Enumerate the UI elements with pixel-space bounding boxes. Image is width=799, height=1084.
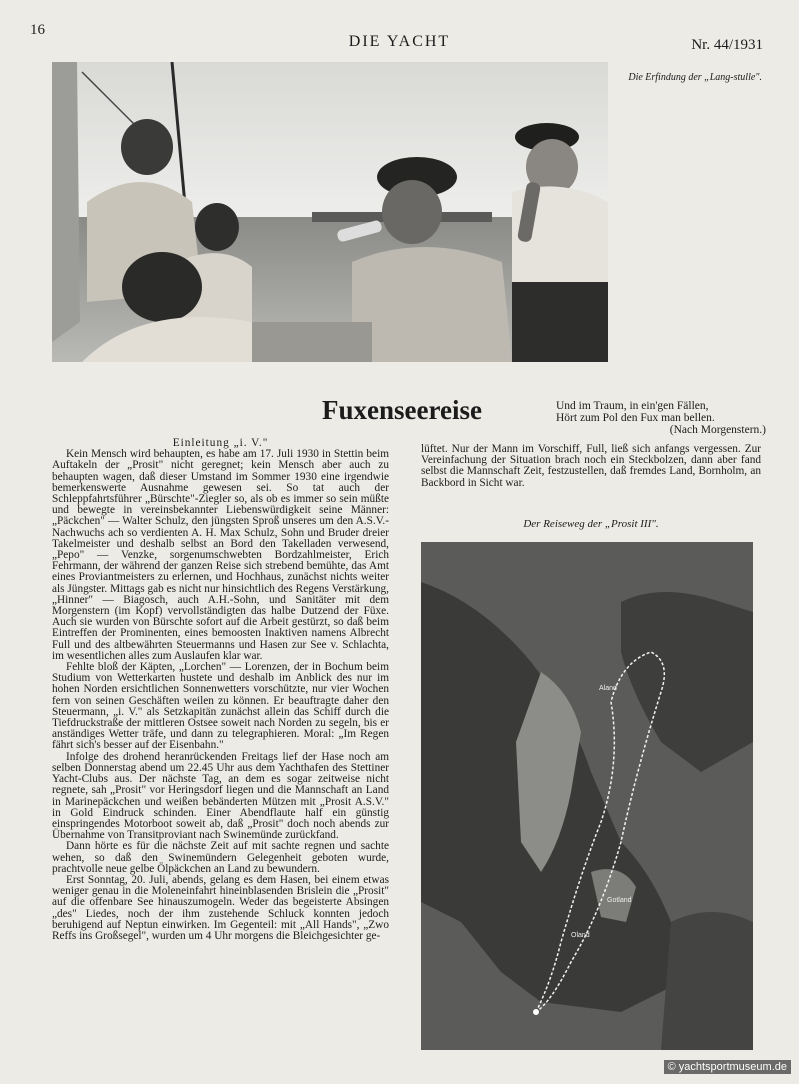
article-motto [556,400,766,436]
paragraph: Dann hörte es für die nächste Zeit auf mit sachte regnen und sachte wehen, so daß den Swinemündern Gelegenheit geboten wurde, prachtvolle neue gelbe Ölpäckchen an Land zu bewundern. [52,840,389,875]
motto-line: Und im Traum, in ein'gen Fällen, [556,400,709,412]
route-start-marker [533,1009,539,1015]
magazine-title: DIE YACHT [348,33,451,50]
motto-line: Hört zum Pol den Fux man bellen. [556,412,715,424]
paragraph: Fehlte bloß der Käpten, „Lorchen" — Lorenzen, der in Bochum beim Studium von Wetterkarten hustete und deshalb im Anblick des nur im hohen Norden ersichtlichen Sonnenwetters vorschützte, nur vier Wochen fern von seinen Geschäften weilen zu können. Er beauftragte daher den Steuermann, „i. V." als Setzkapitän zunächst allein das Schiff durch die Tiefdruckstraße der mittleren Ostsee soweit nach Norden zu segeln, bis er anständiges Wetter träfe, und dann zu telegraphieren. Moral: „Im Regen fährt sich's besser auf der Eisenbahn." [52,661,389,752]
photo-caption: Die Erfindung der „Lang-stulle". [628,72,762,83]
motto-source: (Nach Morgenstern.) [669,424,766,436]
crew-photo [52,62,608,362]
article-column-left [52,438,389,942]
route-map [421,542,753,1050]
paragraph: lüftet. Nur der Mann im Vorschiff, Full, ließ sich anfangs vergessen. Zur Vereinfachung der Situation brach noch ein Steckbolzen, dann aber fand selbst die Mannschaft Zeit, festzustellen, daß fremdes Land, Bornholm, an Backbord in Sicht war. [421,443,761,489]
paragraph: Infolge des drohend heranrückenden Freitags lief der Hase noch am selben Donnerstag abend um 22.45 Uhr aus dem Yachthafen des Stettiner Yacht-Clubs aus. Der nächste Tag, an dem es sogar zeitweise nicht regnete, sah „Prosit" vor Heringsdorf liegen und die Mannschaft an Land in Marinepäckchen und weißen bebänderten Mützen mit „Prosit A.S.V." in Gold Eindruck schinden. Einer Abendflaute half ein günstig einspringendes Motorboot soweit ab, daß „Prosit" doch noch abends zur Übernahme von Transitproviant nach Swinemünde zurückfand. [52,750,389,842]
map-label: Gotland [607,897,632,904]
paragraph: Kein Mensch wird behaupten, es habe am 17. Juli 1930 in Stettin beim Auftakeln der „Prosit" nicht geregnet; kein Mensch aber auch zu behaupten wagen, daß dieser Umstand im Sommer 1930 eine irgendwie bemerkenswerte Ausnahme gewesen sei. So tat auch der Schleppfahrtsführer „Bürschte"-Ziegler so, als ob es immer so sein müßte und bewegte in vereinsbekannter Liebenswürdigkeit seine Männer: „Päckchen" — Walter Schulz, den jüngsten Sproß unseres um den A.S.V.-Nachwuchs ach so verdienten A. H. Max Schulz, Sohn und Bruder dreier Takelmeister und deshalb selbst an Bord den Takelladen verwesend, „Pepo" — Venzke, sorgenumschwebten Bordzahlmeister, Erich Fehrmann, der während der ganzen Reise sich strebend bemühte, das Amt eines Proviantmeisters zu erlernen, und Hochhaus, zunächst nichts weiter als Jüngster. Mittags gab es nicht nur hinsichtlich des Regens Verstärkung, „Hinner" — Biagosch, auch A.H.-Sohn, und Sanitäter mit dem Morgenstern (im Kopf) vervollständigten das halbe Dutzend der Füxe. Auch sie wurden von Bürschte sofort auf die Arbeit gestürzt, so daß beim Eintreffen der Prominenten, eines bemoosten Inaktiven namens Albrecht Full und des altbewährten Steuermanns und Hasen zur See v. Schlachta, im wesentlichen alles zum Auslaufen klar war. [52,448,389,662]
issue-number: Nr. 44/1931 [691,37,763,53]
map-label: Aland [599,685,617,692]
article-title: Fuxenseereise [322,395,482,425]
article-column-right [421,444,761,489]
map-caption: Der Reiseweg der „Prosit III". [523,518,659,530]
section-subheading: Einleitung „i. V." [172,437,269,449]
map-label: Oland [571,932,590,939]
copyright-watermark: © yachtsportmuseum.de [664,1060,791,1074]
page-number: 16 [30,22,45,38]
paragraph: Erst Sonntag, 20. Juli, abends, gelang es dem Hasen, bei einem etwas weniger genau in die Moleneinfahrt hineinblasenden Brislein die „Prosit" auf die offenbare See hinauszumogeln. Weder das begeisterte Absingen „des" Liedes, noch der ihm zustehende Schluck konnten jedoch beruhigend auf Neptun einwirken. Im Gegenteil: mit „All Hands", „Zwo Reffs ins Großsegel", wurden um 4 Uhr morgens die Bleichgesichter ge- [52,873,389,942]
